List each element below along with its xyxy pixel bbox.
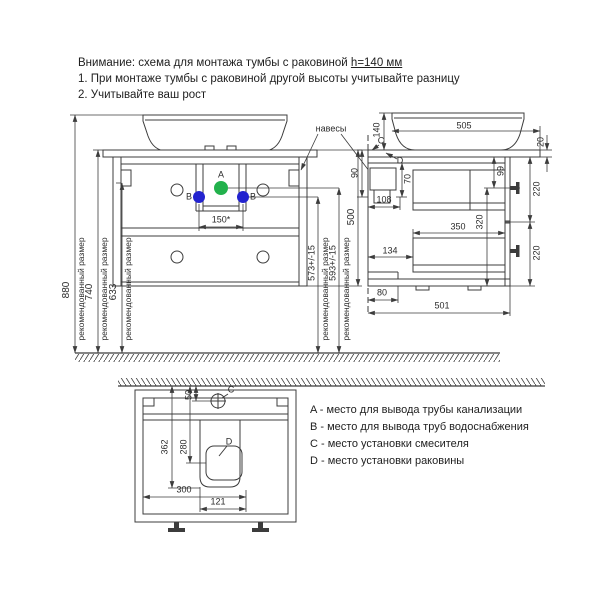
wall-line-plan <box>118 378 545 386</box>
dim-label-99: 99 <box>495 165 506 177</box>
point-d-plan-label: D <box>225 436 233 447</box>
legend-item-c: C - место установки смесителя <box>310 438 469 450</box>
dim-label-220-bottom: 220 <box>531 245 542 261</box>
dim-label-140: 140 <box>371 122 382 138</box>
sewage-point-a-marker <box>214 181 228 195</box>
drawer-knobs <box>510 182 520 257</box>
dim-label-300: 300 <box>176 484 192 495</box>
dim-label-108: 108 <box>376 194 392 205</box>
dim-label-220-top: 220 <box>531 181 542 197</box>
floor-line <box>75 353 500 362</box>
dim-label-150: 150* <box>211 214 231 225</box>
countertop-front <box>103 150 317 157</box>
point-c-side-label: C <box>377 135 385 146</box>
hangers-label: навесы <box>315 123 347 134</box>
dim-label-280: 280 <box>178 439 189 455</box>
dim-label-500: 500 <box>346 208 357 226</box>
note-title <box>78 57 402 69</box>
cabinet-side <box>368 157 520 290</box>
legend-item-d: D - место установки раковины <box>310 455 465 467</box>
point-c-plan-label: C <box>227 384 235 395</box>
sink-front <box>143 115 287 151</box>
recommended-size-label: рекомендованный размер <box>75 237 86 341</box>
dim-label-350: 350 <box>450 221 466 232</box>
dim-label-70: 70 <box>402 173 413 185</box>
legend-item-a: A - место для вывода трубы канализации <box>310 404 523 416</box>
recommended-size-label: рекомендованный размер <box>319 237 330 341</box>
dim-label-573: 573+/-15 <box>306 245 317 281</box>
dim-label-320: 320 <box>474 214 485 230</box>
dim-label-740: 740 <box>84 283 95 301</box>
dim-label-880: 880 <box>61 281 72 299</box>
recommended-size-label: рекомендованный размер <box>98 237 109 341</box>
dim-label-80: 80 <box>376 287 388 298</box>
dim-label-501: 501 <box>434 300 450 311</box>
point-d-side-label: D <box>396 155 404 166</box>
sink-side <box>392 113 524 150</box>
side-view-drawing <box>368 113 540 315</box>
dim-label-362: 362 <box>159 439 170 455</box>
front-knobs-plan <box>168 522 269 532</box>
legend-item-b: B - место для вывода труб водоснабжения <box>310 421 529 433</box>
dim-label-90: 90 <box>349 167 360 179</box>
countertop-side <box>368 150 540 157</box>
dim-label-134: 134 <box>382 245 398 256</box>
dim-label-633: 633 <box>108 283 119 301</box>
note-title-text: Внимание: схема для монтажа тумбы с раковиной <box>78 57 351 69</box>
dim-label-505: 505 <box>456 120 472 131</box>
note-title-height: h=140 мм <box>350 57 403 69</box>
point-a-label: A <box>217 169 225 180</box>
point-b-right-label: B <box>249 191 257 202</box>
dim-label-593: 593+/-15 <box>327 245 338 281</box>
dim-label-50: 50 <box>183 389 194 401</box>
water-point-b-right-marker <box>237 191 249 203</box>
note-1: 1. При монтаже тумбы с раковиной другой высоты учитывайте разницу <box>78 73 460 85</box>
water-point-b-left-marker <box>193 191 205 203</box>
cabinet-front <box>113 157 307 286</box>
dim-label-20: 20 <box>535 136 546 148</box>
point-b-left-label: B <box>185 191 193 202</box>
dim-label-121: 121 <box>210 496 226 507</box>
recommended-size-label: рекомендованный размер <box>340 237 351 341</box>
recommended-size-label: рекомендованный размер <box>122 237 133 341</box>
note-2: 2. Учитывайте ваш рост <box>78 89 207 101</box>
